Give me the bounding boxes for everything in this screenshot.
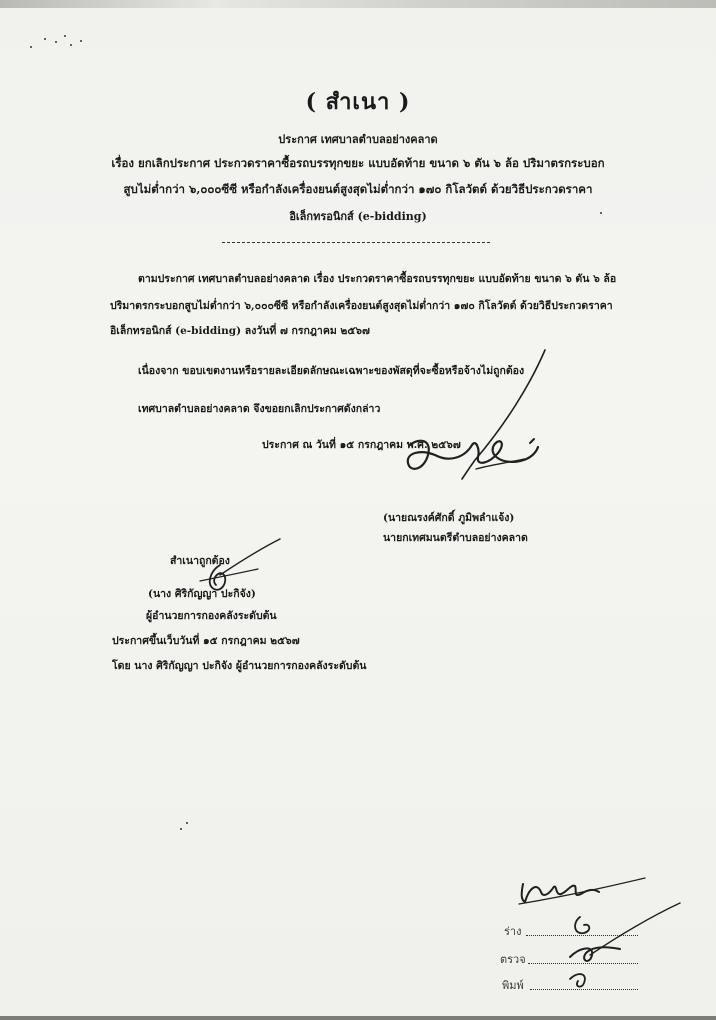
scan-top-edge: [0, 0, 716, 8]
signer-position: นายกเทศมนตรีตำบลอย่างคลาด: [383, 532, 528, 544]
scan-bottom-edge: [0, 1016, 716, 1020]
scan-speck: [180, 828, 182, 830]
body-paragraph-1-line-2: ปริมาตรกระบอกสูบไม่ต่ำกว่า ๖,๐๐๐ซีซี หรือกำลังเครื่องยนต์สูงสุดไม่ต่ำกว่า ๑๗๐ กิโลวัตต์ ด้วยวิธีประกวดราคา: [110, 300, 613, 312]
certifier-position: ผู้อำนวยการกองคลังระดับต้น: [146, 610, 277, 622]
body-paragraph-3: เทศบาลตำบลอย่างคลาด จึงขอยกเลิกประกาศดังกล่าว: [138, 403, 381, 415]
header-line-2: เรื่อง ยกเลิกประกาศ ประกวดราคาซื้อรถบรรทุกขยะ แบบอัดท้าย ขนาด ๖ ตัน ๖ ล้อ ปริมาตรกระบอก: [111, 156, 605, 170]
body-paragraph-1-line-1: ตามประกาศ เทศบาลตำบลอย่างคลาด เรื่อง ประกวดราคาซื้อรถบรรทุกขยะ แบบอัดท้าย ขนาด ๖ ตัน ๖ ล้อ: [138, 273, 617, 285]
initial-signature-bottom: [540, 895, 690, 995]
header-line-3: สูบไม่ต่ำกว่า ๖,๐๐๐ซีซี หรือกำลังเครื่องยนต์สูงสุดไม่ต่ำกว่า ๑๗๐ กิโลวัตต์ ด้วยวิธีประกวดราคา: [123, 182, 593, 196]
scan-speck: [44, 38, 46, 40]
header-line-4: อิเล็กทรอนิกส์ (e-bidding): [289, 210, 427, 223]
announcement-date: ประกาศ ณ วันที่ ๑๕ กรกฎาคม พ.ศ. ๒๕๖๗: [262, 439, 461, 451]
mayor-signature: [380, 345, 560, 505]
body-paragraph-2: เนื่องจาก ขอบเขตงานหรือรายละเอียดลักษณะเฉพาะของพัสดุที่จะซื้อหรือจ้างไม่ถูกต้อง: [138, 365, 525, 377]
scan-speck: [30, 46, 32, 48]
document-title: ( สำเนา ): [305, 89, 411, 115]
body-paragraph-1-line-3: อิเล็กทรอนิกส์ (e-bidding) ลงวันที่ ๗ กรกฎาคม ๒๕๖๗: [110, 325, 370, 337]
footer-draft-label: ร่าง: [504, 925, 522, 938]
scan-speck: [64, 35, 66, 37]
web-posting-date: ประกาศขึ้นเว็บวันที่ ๑๕ กรกฎาคม ๒๕๖๗: [112, 635, 300, 647]
scan-speck: [186, 822, 188, 824]
certified-copy-label: สำเนาถูกต้อง: [170, 555, 230, 567]
header-divider: [222, 242, 490, 243]
posted-by: โดย นาง ศิริกัญญา ปะกิจัง ผู้อำนวยการกองคลังระดับต้น: [112, 660, 367, 672]
scan-speck: [70, 44, 72, 46]
footer-print-label: พิมพ์: [502, 979, 524, 992]
header-line-1: ประกาศ เทศบาลตำบลอย่างคลาด: [278, 133, 438, 146]
certifier-name: (นาง ศิริกัญญา ปะกิจัง): [148, 588, 256, 600]
signer-name: (นายณรงค์ศักดิ์ ภูมิพลำแจ้ง): [383, 512, 515, 524]
scan-speck: [55, 41, 57, 43]
scan-speck: [80, 40, 82, 42]
footer-check-label: ตรวจ: [500, 953, 526, 966]
